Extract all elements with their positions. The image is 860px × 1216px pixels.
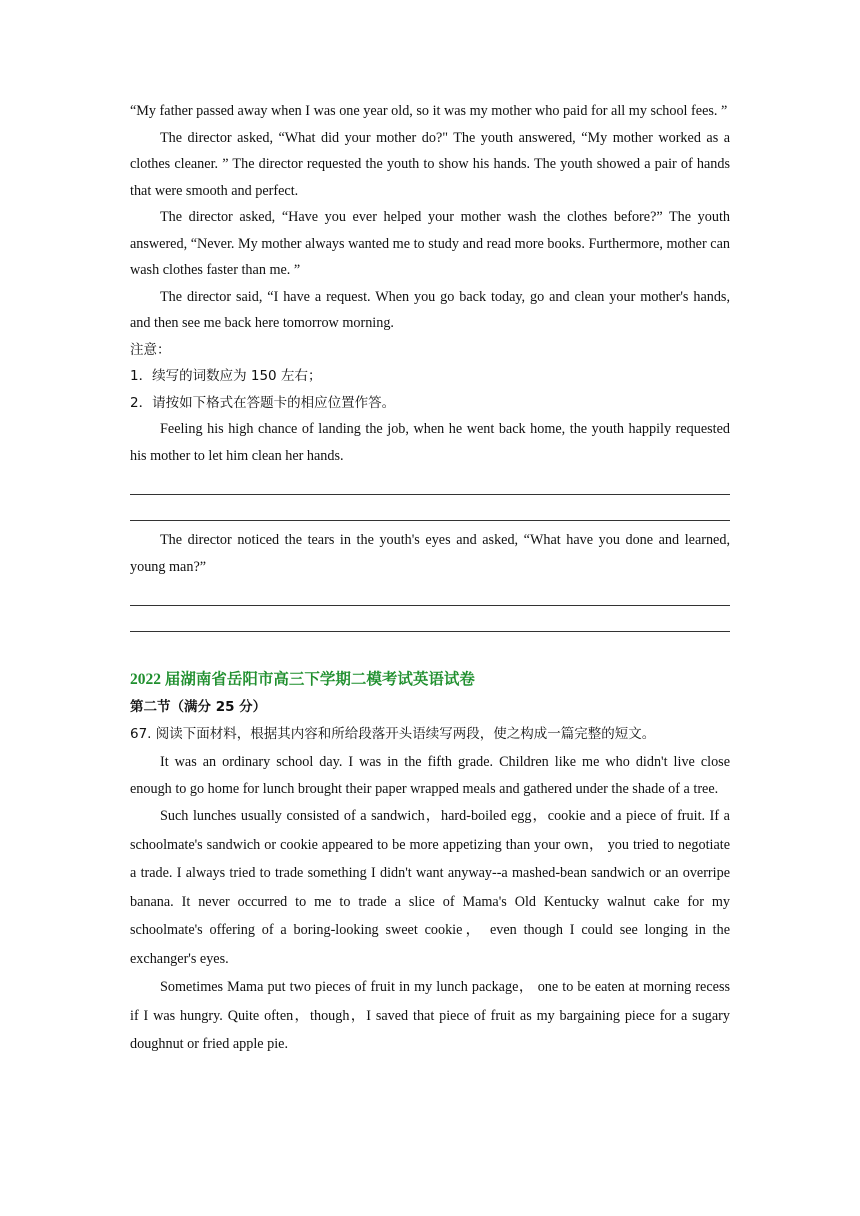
answer-line	[130, 495, 730, 521]
question-instruction: 67. 阅读下面材料，根据其内容和所给段落开头语续写两段，使之构成一篇完整的短文。	[130, 725, 656, 742]
section-subheading: 第二节（满分 25 分）	[130, 699, 267, 715]
continuation-prompt: The director noticed the tears in the youth's eyes and asked, “What have you done and learned, young man?”	[130, 532, 730, 575]
answer-line	[130, 606, 730, 632]
answer-line	[130, 580, 730, 606]
passage-paragraph: The director said, “I have a request. When you go back today, go and clean your mother's hands, and then see me back here tomorrow morning.	[130, 288, 730, 331]
exam-title: 2022 届湖南省岳阳市高三下学期二模考试英语试卷	[130, 671, 475, 688]
notes-label: 注意：	[130, 341, 171, 358]
passage-paragraph: Sometimes Mama put two pieces of fruit in my lunch package， one to be eaten at morning recess if I was hungry. Quite often，though，I saved that piece of fruit as my bargaining piece for a sugary doughnut or fried apple pie.	[130, 979, 730, 1052]
passage-paragraph: Such lunches usually consisted of a sandwich，hard-boiled egg，cookie and a piece of fruit. If a schoolmate's sandwich or cookie appeared to be more appetizing than your own， you tried to negotiate a trade. I always tried to trade something I didn't want anyway--a mashed-bean sandwich or an overripe banana. It never occurred to me to trade a slice of Mama's Old Kentucky walnut cake for my schoolmate's offering of a boring-looking sweet cookie， even though I could see longing in the exchanger's eyes.	[130, 808, 730, 967]
note-item: 1．续写的词数应为 150 左右；	[130, 368, 322, 384]
passage-paragraph: The director asked, “What did your mother do?" The youth answered, “My mother worked as a clothes cleaner. ” The director requested the youth to show his hands. The youth showed a pair of hands that were smooth and perfect.	[130, 129, 730, 199]
passage-paragraph: “My father passed away when I was one year old, so it was my mother who paid for all my school fees. ”	[130, 103, 728, 119]
answer-line	[130, 469, 730, 495]
document-page	[130, 98, 730, 1059]
note-item: 2．请按如下格式在答题卡的相应位置作答。	[130, 394, 396, 411]
passage-paragraph: It was an ordinary school day. I was in the fifth grade. Children like me who didn't live close enough to go home for lunch brought their paper wrapped meals and gathered under the shade of a tree.	[130, 754, 730, 797]
section-spacer	[130, 632, 730, 666]
continuation-prompt: Feeling his high chance of landing the job, when he went back home, the youth happily requested his mother to let him clean her hands.	[130, 421, 730, 464]
passage-paragraph: The director asked, “Have you ever helped your mother wash the clothes before?” The youth answered, “Never. My mother always wanted me to study and read more books. Furthermore, mother can wash clothes faster than me. ”	[130, 209, 730, 278]
